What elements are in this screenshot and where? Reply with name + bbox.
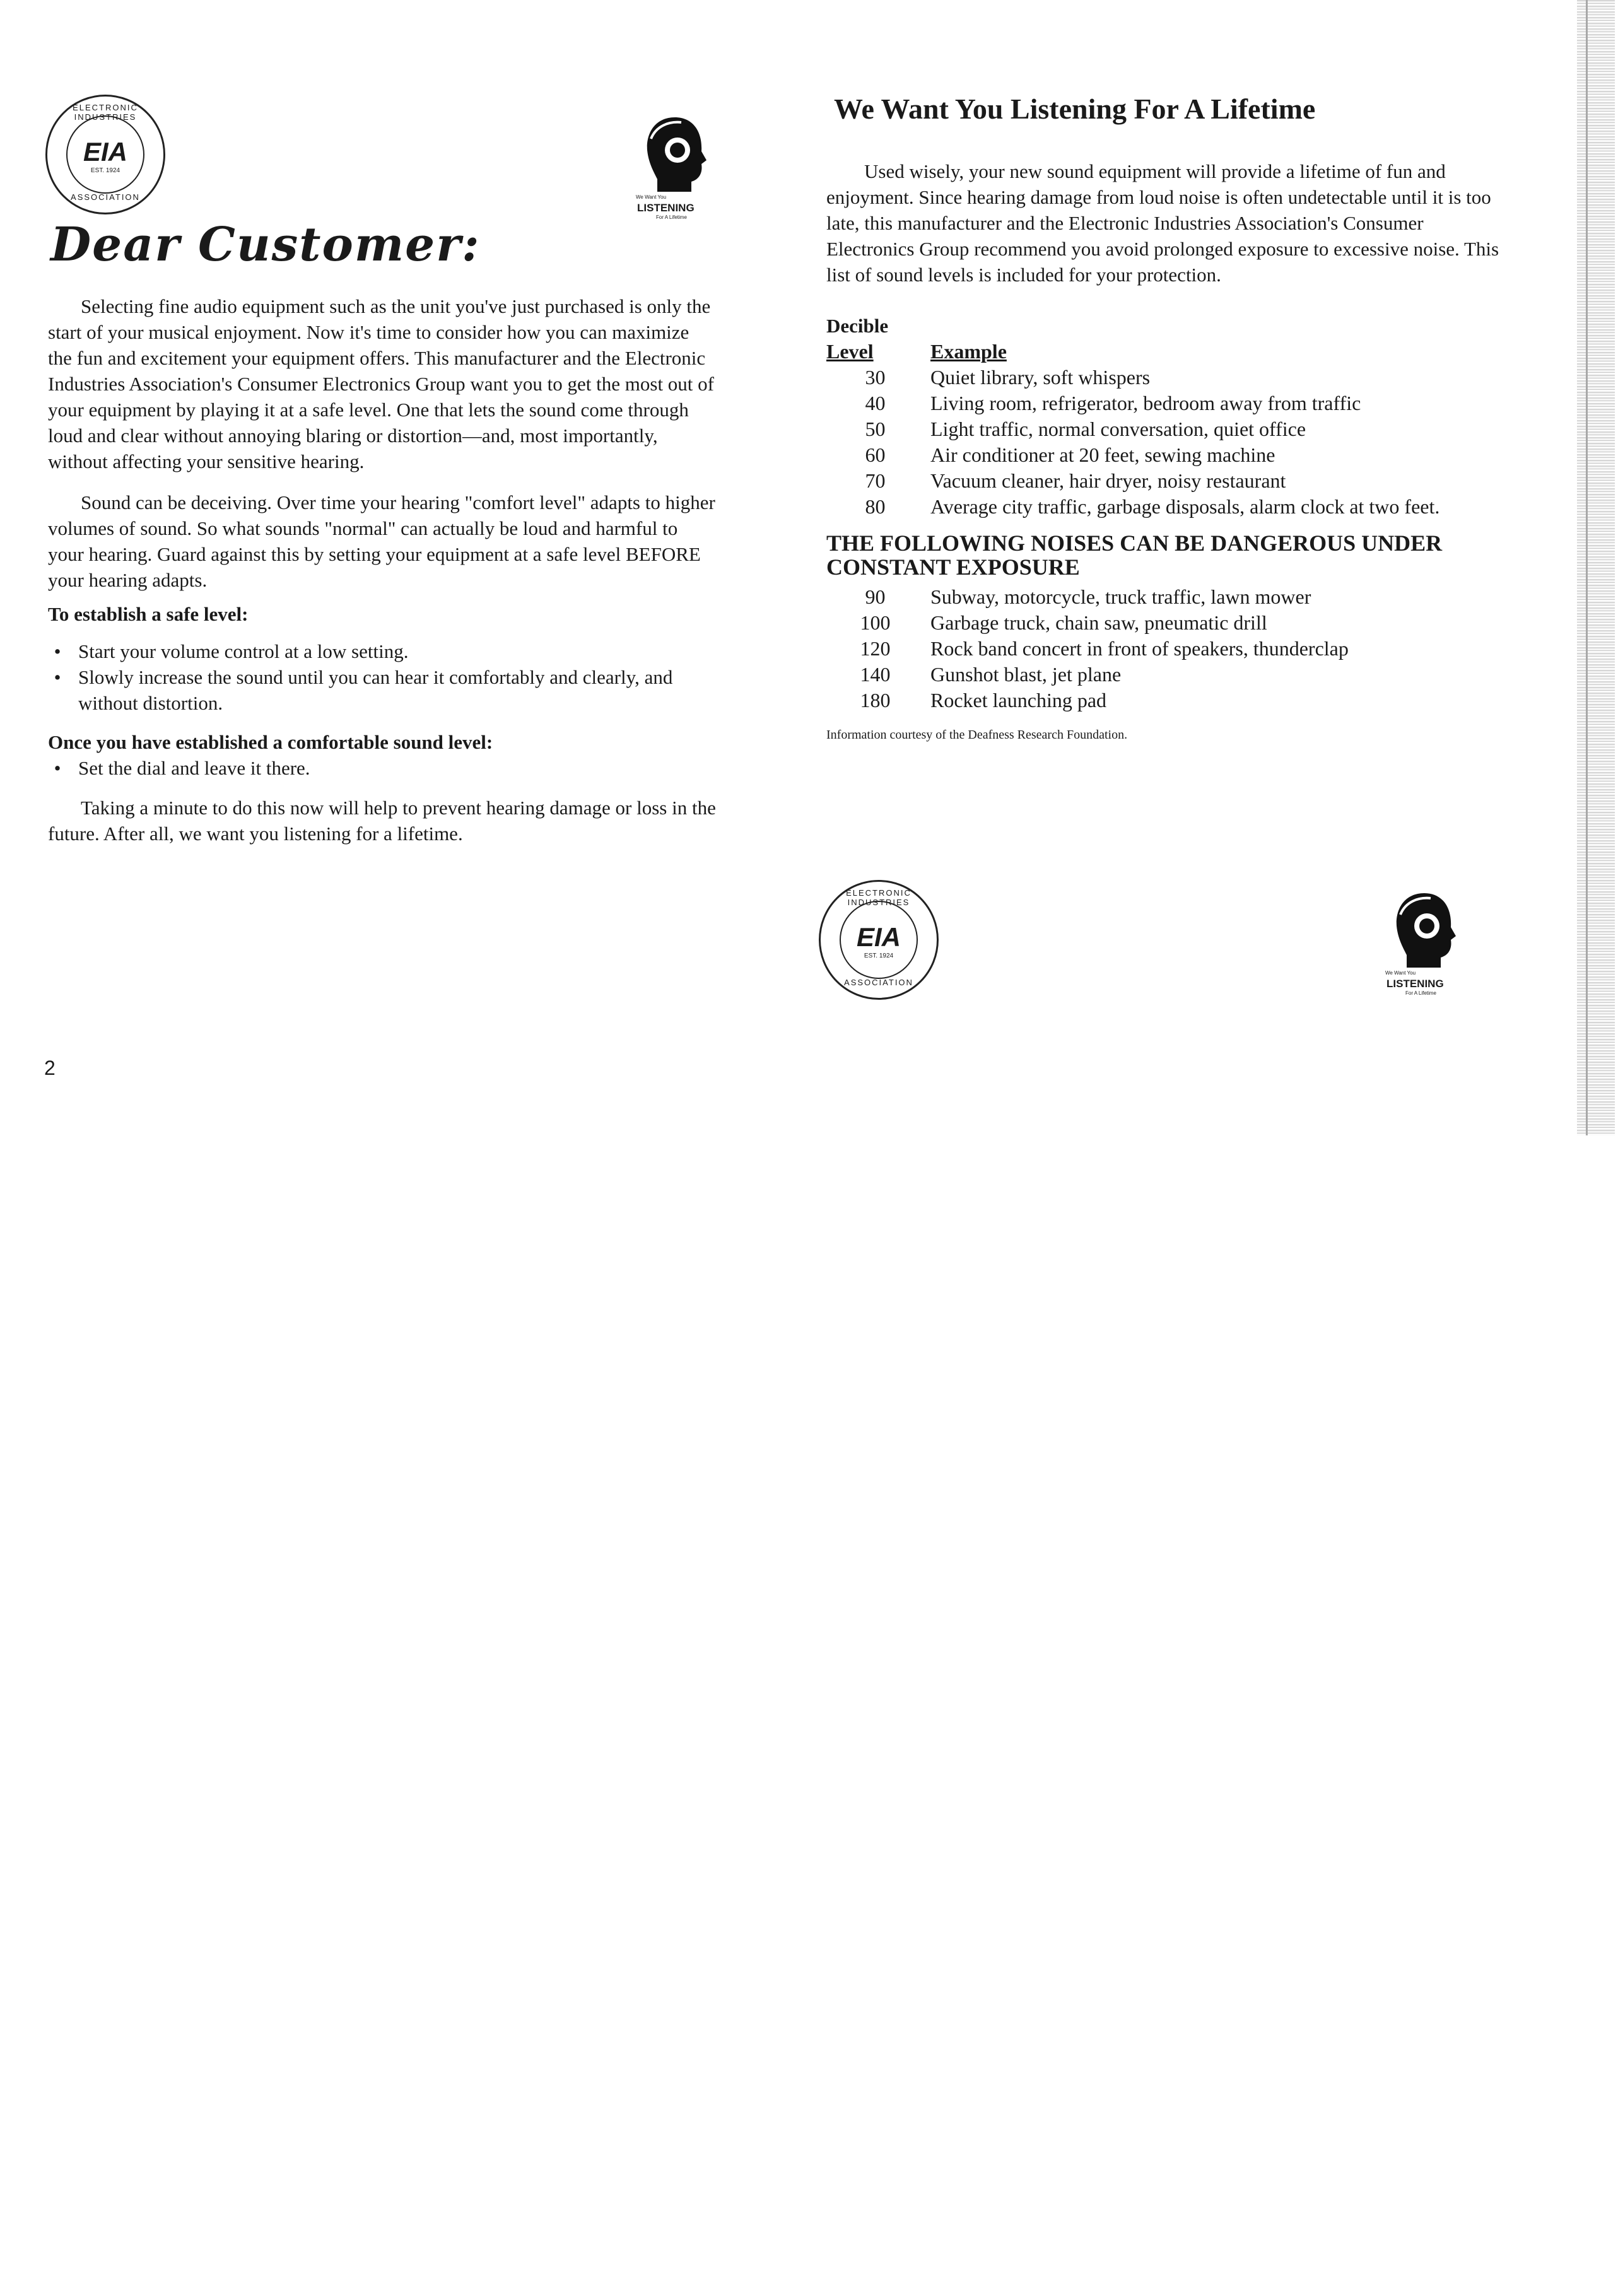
- page-number: 2: [44, 1057, 56, 1079]
- eia-ring-top-text: ELECTRONIC INDUSTRIES: [73, 103, 138, 122]
- dangerous-levels-table: [826, 584, 1349, 713]
- eia-logo-bottom: [819, 880, 939, 1000]
- deceiving-paragraph: Sound can be deceiving. Over time your hearing "comfort level" adapts to higher volumes of sound. So what sounds "normal" can actually be loud and harmful to your hearing. Guard against this by setting your equipment at a safe level BEFORE your hearing adapts.: [48, 491, 715, 591]
- listening-logo-bottom: [1380, 889, 1481, 997]
- danger-heading: THE FOLLOWING NOISES CAN BE DANGEROUS UNDER CONSTANT EXPOSURE: [826, 530, 1443, 580]
- comfort-level-heading: Once you have established a comfortable sound level:: [48, 731, 493, 753]
- eia-logo-text: EIA: [83, 137, 127, 167]
- table-row: 70 Vacuum cleaner, hair dryer, noisy restaurant: [865, 469, 1286, 492]
- eia-ring-bottom-text: ASSOCIATION: [71, 192, 140, 202]
- table-row: 90 Subway, motorcycle, truck traffic, lawn mower: [865, 585, 1311, 608]
- scan-edge-line: [1586, 0, 1588, 1135]
- table-header-row: [826, 339, 1439, 365]
- safe-level-heading: To establish a safe level:: [48, 603, 249, 625]
- table-row: 80 Average city traffic, garbage disposals, alarm clock at two feet.: [865, 495, 1440, 518]
- table-row: 140 Gunshot blast, jet plane: [860, 663, 1122, 686]
- eia-est-text: EST. 1924: [90, 167, 120, 174]
- list-item: • Slowly increase the sound until you can hear it comfortably and clearly, and without distortion.: [54, 666, 673, 714]
- listening-small-text: We Want You: [1385, 970, 1416, 976]
- scan-edge-artifact: [1577, 0, 1615, 1135]
- listening-logo-word: LISTENING: [637, 202, 695, 214]
- right-column: [826, 91, 1514, 748]
- eia-logo-text: EIA: [856, 922, 901, 952]
- table-row: 60 Air conditioner at 20 feet, sewing machine: [865, 443, 1275, 466]
- eia-ring-top-text: ELECTRONIC INDUSTRIES: [846, 888, 912, 907]
- list-item: • Set the dial and leave it there.: [54, 757, 310, 779]
- left-column: [48, 293, 717, 846]
- col-head-decible: Decible: [826, 315, 889, 337]
- list-item: • Start your volume control at a low setting.: [54, 640, 409, 662]
- right-intro-paragraph: Used wisely, your new sound equipment will provide a lifetime of fun and enjoyment. Since hearing damage from loud noise is often undetectable until it is too late, this manufacturer and the Electronic Industries Association's Consumer Electronics Group recommend you avoid prolonged exposure to excessive noise. This list of sound levels is included for your protection.: [826, 160, 1499, 286]
- table-row: 180 Rocket launching pad: [860, 689, 1107, 712]
- intro-paragraph: Selecting fine audio equipment such as the unit you've just purchased is only the start of your musical enjoyment. Now it's time to consider how you can maximize the fun and excitement your equipment offers. This manufacturer and the Electronic Industries Association's Consumer Electronics Group want you to get the most out of your equipment by playing it at a safe level. One that lets the sound come through loud and clear without annoying blaring or distortion—and, most importantly, without affecting your sensitive hearing.: [48, 295, 714, 472]
- greeting-heading: Dear Customer:: [50, 218, 481, 272]
- table-row: 30 Quiet library, soft whispers: [865, 366, 1151, 389]
- sound-levels-table: [826, 313, 1439, 520]
- credit-note: Information courtesy of the Deafness Research Foundation.: [826, 728, 1128, 742]
- eia-logo-top: [45, 95, 165, 214]
- table-header-row: [826, 313, 1439, 339]
- section-title: We Want You Listening For A Lifetime: [834, 93, 1316, 125]
- table-row: 40 Living room, refrigerator, bedroom away from traffic: [865, 392, 1361, 414]
- safe-level-list: [48, 638, 717, 716]
- closing-paragraph: Taking a minute to do this now will help to prevent hearing damage or loss in the future. After all, we want you listening for a lifetime.: [48, 797, 716, 845]
- listening-sub-text: For A Lifetime: [1405, 990, 1436, 996]
- col-head-example: Example: [930, 340, 1007, 363]
- listening-small-text: We Want You: [636, 194, 667, 200]
- col-head-level: Level: [826, 340, 874, 363]
- eia-ring-bottom-text: ASSOCIATION: [844, 978, 913, 987]
- listening-sub-text: For A Lifetime: [656, 214, 687, 220]
- table-row: 50 Light traffic, normal conversation, quiet office: [865, 418, 1306, 440]
- eia-est-text: EST. 1924: [864, 952, 894, 959]
- head-silhouette-icon: [637, 114, 713, 199]
- comfort-level-list: [48, 755, 717, 781]
- table-row: 120 Rock band concert in front of speakers, thunderclap: [860, 637, 1349, 660]
- listening-logo-word: LISTENING: [1386, 978, 1444, 990]
- table-row: 100 Garbage truck, chain saw, pneumatic drill: [860, 611, 1267, 634]
- listening-logo-top: [631, 114, 732, 221]
- head-silhouette-icon: [1386, 889, 1462, 975]
